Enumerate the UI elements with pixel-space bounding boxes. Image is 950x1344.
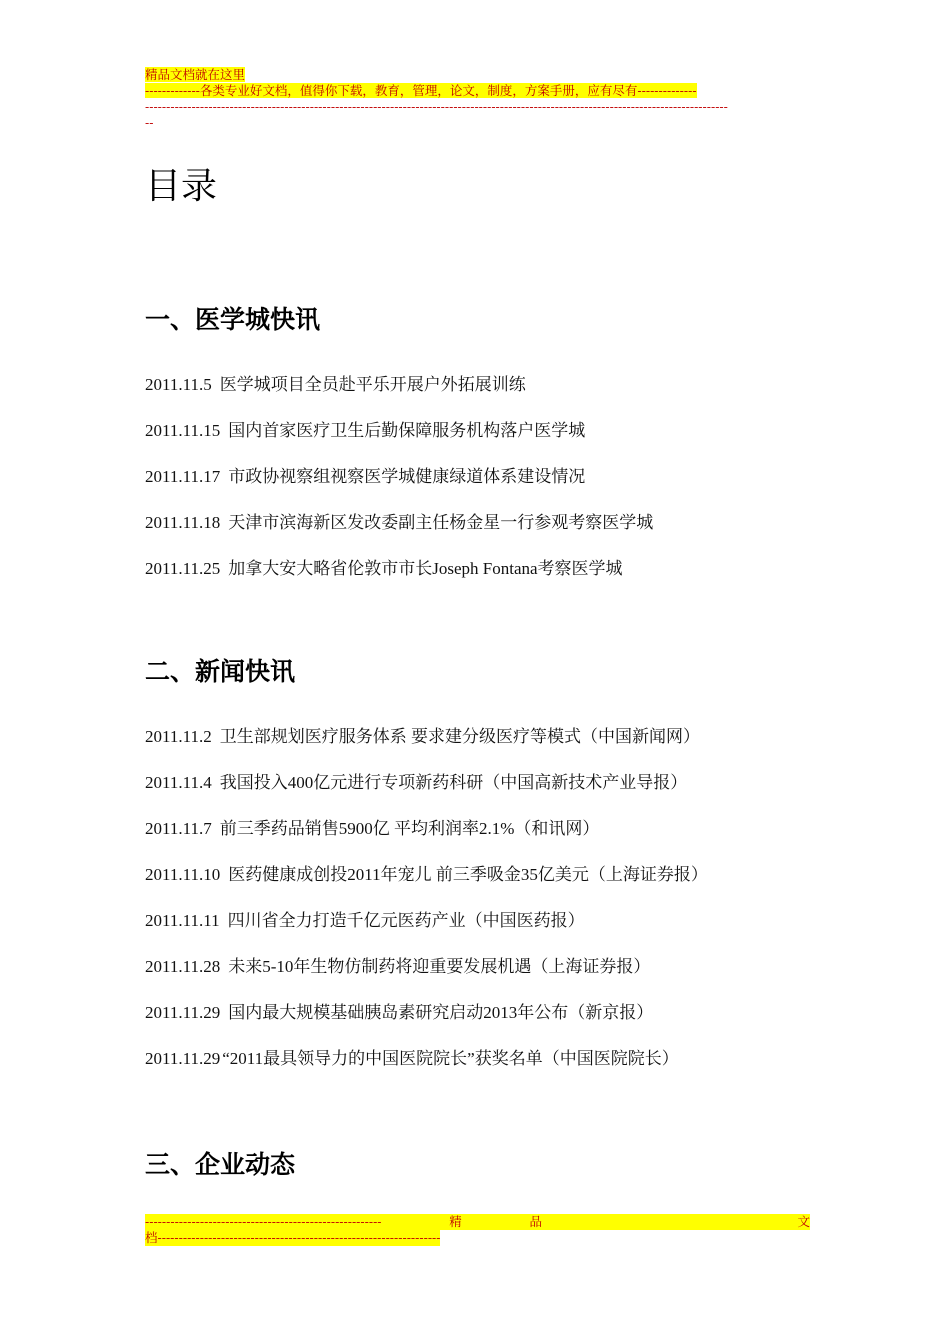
- watermark-footer: [145, 1214, 810, 1246]
- entry-date: 2011.11.17: [145, 467, 221, 486]
- entry-title: 市政协视察组视察医学城健康绿道体系建设情况: [228, 467, 586, 486]
- entry-date: 2011.11.18: [145, 513, 221, 532]
- entry-title: 四川省全力打造千亿元医药产业（中国医药报）: [227, 911, 585, 930]
- toc-entry[interactable]: [145, 554, 623, 579]
- toc-entry[interactable]: [145, 722, 700, 747]
- footer-spacer: [610, 1214, 730, 1230]
- entry-date: 2011.11.2: [145, 727, 212, 746]
- toc-title: 目录: [145, 166, 218, 207]
- footer-dashes: --------------------------------------------------------: [145, 1214, 382, 1229]
- entry-title: “2011最具领导力的中国医院院长”获奖名单（中国医院院长）: [222, 1049, 679, 1068]
- section-heading-2: 二、新闻快讯: [145, 657, 296, 686]
- entry-date: 2011.11.29: [145, 1049, 221, 1068]
- entry-title: 加拿大安大略省伦敦市市长Joseph Fontana考察医学城: [228, 559, 623, 578]
- footer-line-2: 档-------------------------------------------------------------------: [145, 1230, 441, 1245]
- entry-date: 2011.11.4: [145, 773, 212, 792]
- entry-date: 2011.11.7: [145, 819, 212, 838]
- entry-date: 2011.11.25: [145, 559, 221, 578]
- section-heading-3: 三、企业动态: [145, 1150, 296, 1179]
- entry-title: 天津市滨海新区发改委副主任杨金星一行参观考察医学城: [228, 513, 654, 532]
- entry-title: 前三季药品销售5900亿 平均利润率2.1%（和讯网）: [219, 819, 600, 838]
- toc-entry[interactable]: [145, 370, 526, 395]
- footer-char-2: 品: [529, 1214, 542, 1229]
- entry-date: 2011.11.15: [145, 421, 221, 440]
- entry-title: 卫生部规划医疗服务体系 要求建分级医疗等模式（中国新闻网）: [219, 727, 700, 746]
- toc-entry[interactable]: [145, 768, 687, 793]
- toc-entry[interactable]: [145, 1044, 679, 1069]
- entry-date: 2011.11.5: [145, 375, 212, 394]
- entry-title: 医学城项目全员赴平乐开展户外拓展训练: [219, 375, 526, 394]
- toc-entry[interactable]: [145, 952, 650, 977]
- entry-date: 2011.11.28: [145, 957, 221, 976]
- entry-title: 国内最大规模基础胰岛素研究启动2013年公布（新京报）: [228, 1003, 654, 1022]
- toc-entry[interactable]: [145, 416, 585, 441]
- header-line-4: --: [145, 115, 154, 130]
- entry-date: 2011.11.11: [145, 911, 220, 930]
- entry-title: 未来5-10年生物仿制药将迎重要发展机遇（上海证券报）: [228, 957, 651, 976]
- header-line-1: 精品文档就在这里: [145, 67, 246, 82]
- footer-line-1: [145, 1214, 810, 1230]
- entry-title: 我国投入400亿元进行专项新药科研（中国高新技术产业导报）: [219, 773, 688, 792]
- toc-entry[interactable]: [145, 814, 599, 839]
- toc-entry[interactable]: [145, 508, 653, 533]
- toc-entry[interactable]: [145, 906, 585, 931]
- entry-date: 2011.11.10: [145, 865, 221, 884]
- footer-char-3: 文: [797, 1214, 810, 1229]
- section-heading-1: 一、医学城快讯: [145, 305, 321, 334]
- toc-entry[interactable]: [145, 998, 653, 1023]
- toc-entry[interactable]: [145, 462, 585, 487]
- toc-entry[interactable]: [145, 860, 708, 885]
- entry-title: 国内首家医疗卫生后勤保障服务机构落户医学城: [228, 421, 586, 440]
- entry-date: 2011.11.29: [145, 1003, 221, 1022]
- watermark-header: [145, 67, 810, 131]
- footer-char-1: 精: [449, 1214, 462, 1229]
- header-line-3: ------------------------------------------------------------------------------------------------------------------------------------------: [145, 99, 728, 114]
- entry-title: 医药健康成创投2011年宠儿 前三季吸金35亿美元（上海证券报）: [228, 865, 708, 884]
- header-line-2: -------------各类专业好文档，值得你下载，教育，管理，论文，制度，方案手册，应有尽有--------------: [145, 83, 697, 98]
